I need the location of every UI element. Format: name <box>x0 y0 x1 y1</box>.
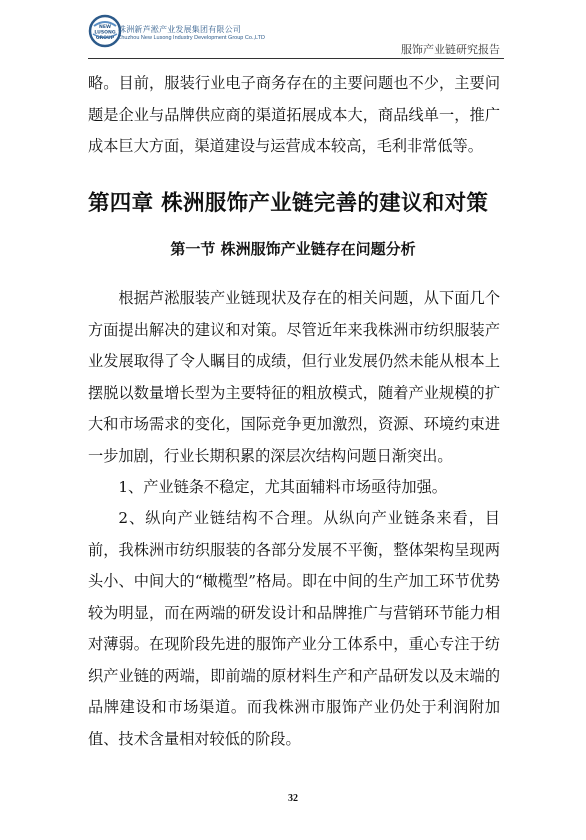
header-divider <box>88 58 504 59</box>
svg-text:NEW: NEW <box>98 25 112 30</box>
company-name-cn: 株洲新芦淞产业发展集团有限公司 <box>118 25 241 34</box>
section-title: 第一节 株洲服饰产业链存在问题分析 <box>170 240 416 258</box>
svg-text:GROUP: GROUP <box>95 36 115 41</box>
company-name-en: Zhuzhou New Lusong Industry Development Group Co.,LTD <box>118 35 265 41</box>
company-logo-icon <box>88 14 122 48</box>
page-number: 32 <box>288 793 298 804</box>
chapter-title: 第四章 株洲服饰产业链完善的建议和对策 <box>88 191 489 216</box>
svg-text:LUSONG: LUSONG <box>94 30 116 36</box>
body-paragraph-3: 2、纵向产业链结构不合理。从纵向产业链条来看，目前，我株洲市纺织服装的各部分发展不平衡，整体架构呈现两头小、中间大的“橄榄型”格局。即在中间的生产加工环节优势较为明显，而在两端的研发设计和品牌推广与营销环节能力相对薄弱。在现阶段先进的服饰产业分工体系中，重心专注于纺织产业链的两端，即前端的原材料生产和产品研发以及末端的品牌建设和市场渠道。而我株洲市服饰产业仍处于利润附加值、技术含量相对较低的阶段。 <box>88 509 500 748</box>
body-paragraph-2: 1、产业链条不稳定，尤其面辅料市场亟待加强。 <box>118 478 447 496</box>
intro-paragraph: 略。目前，服装行业电子商务存在的主要问题也不少，主要问题是企业与品牌供应商的渠道拓展成本大，商品线单一，推广成本巨大方面，渠道建设与运营成本较高，毛利非常低等。 <box>88 74 500 155</box>
page-header <box>0 0 586 66</box>
report-title: 服饰产业链研究报告 <box>401 43 500 56</box>
body-paragraph-1: 根据芦淞服装产业链现状及存在的相关问题，从下面几个方面提出解决的建议和对策。尽管近年来我株洲市纺织服装产业发展取得了令人瞩目的成绩，但行业发展仍然未能从根本上摆脱以数量增长型为主要特征的粗放模式，随着产业规模的扩大和市场需求的变化，国际竞争更加激烈，资源、环境约束进一步加剧，行业长期积累的深层次结构问题日渐突出。 <box>88 289 500 465</box>
